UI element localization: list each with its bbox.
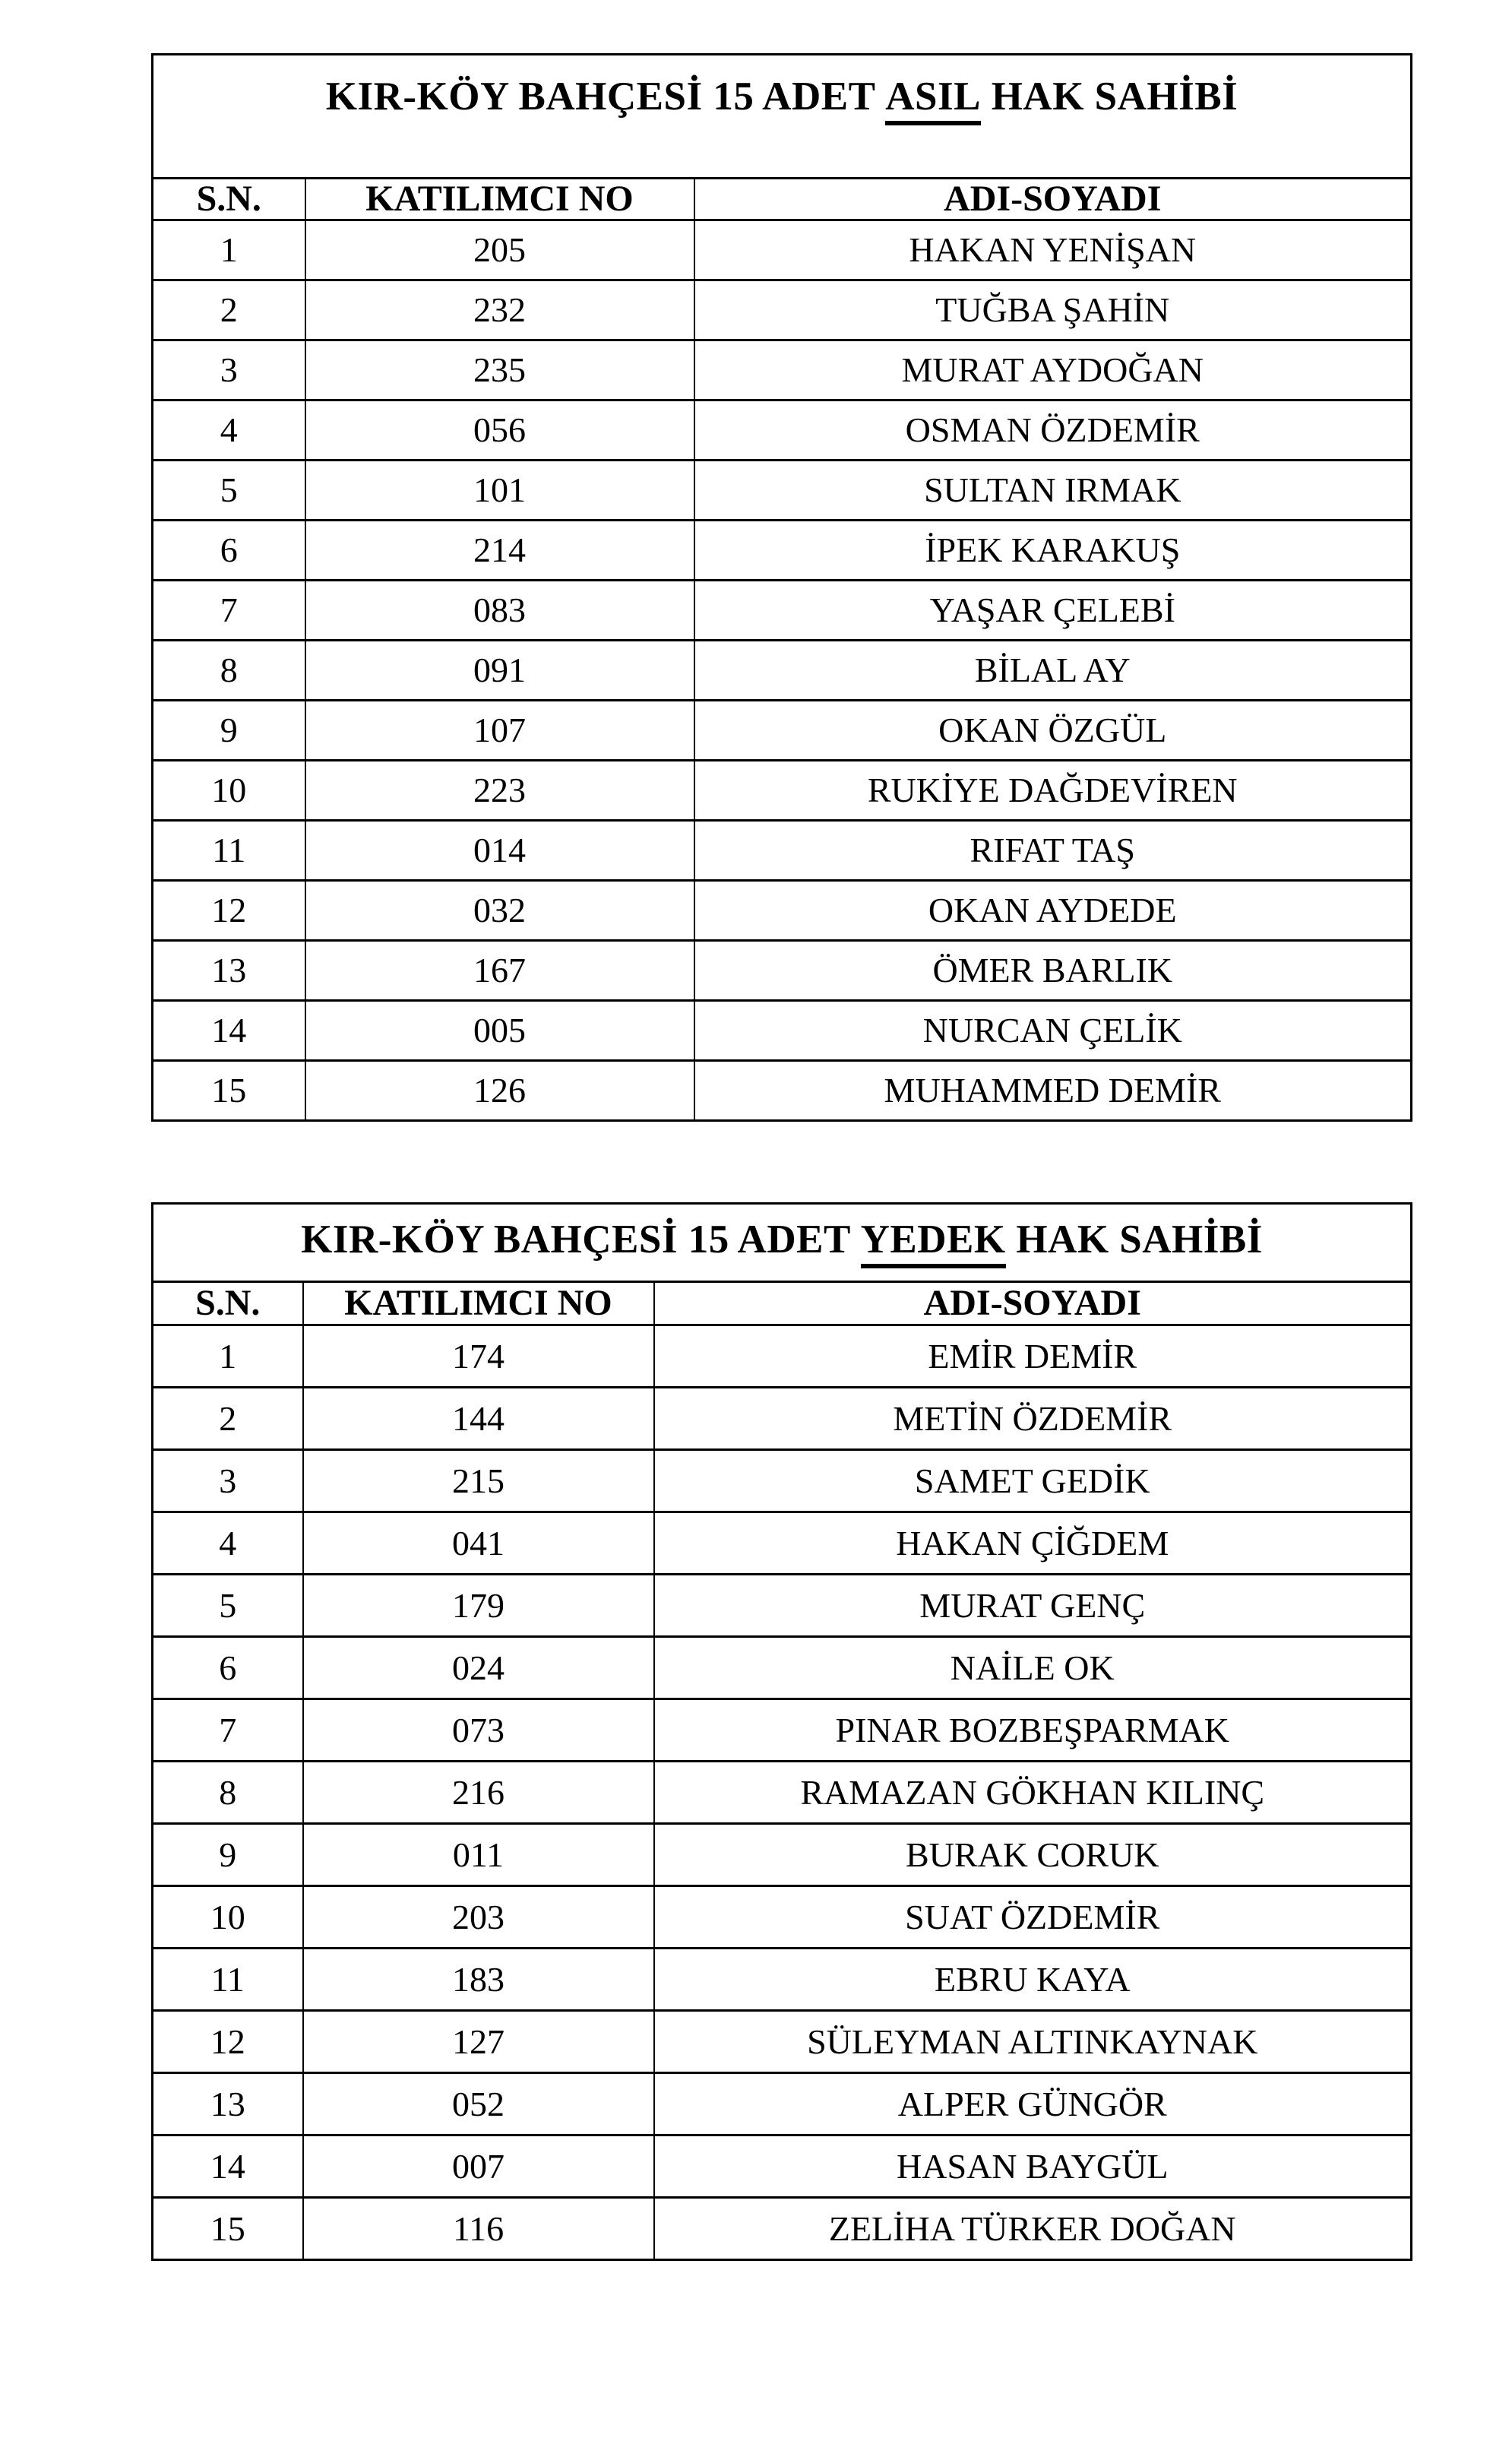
cell-sn: 6 [153, 1637, 303, 1699]
cell-katilimci-no: 167 [305, 941, 694, 1001]
cell-sn: 3 [153, 1450, 303, 1512]
col-header-katilimci-no: KATILIMCI NO [303, 1282, 654, 1325]
table-row [153, 581, 1412, 641]
yedek-table-header-row [153, 1282, 1412, 1325]
cell-katilimci-no: 041 [303, 1512, 654, 1575]
cell-sn: 11 [153, 821, 305, 881]
cell-katilimci-no: 083 [305, 581, 694, 641]
cell-katilimci-no: 126 [305, 1061, 694, 1121]
table-row [153, 1001, 1412, 1061]
table-row [153, 1762, 1412, 1824]
cell-katilimci-no: 011 [303, 1824, 654, 1886]
cell-katilimci-no: 127 [303, 2011, 654, 2073]
cell-sn: 4 [153, 401, 305, 461]
col-header-adi-soyadi: ADI-SOYADI [694, 179, 1412, 220]
cell-katilimci-no: 116 [303, 2198, 654, 2260]
yedek-hak-sahibi-table [151, 1202, 1412, 2261]
table-row [153, 401, 1412, 461]
cell-sn: 13 [153, 2073, 303, 2135]
table-row [153, 941, 1412, 1001]
cell-sn: 11 [153, 1949, 303, 2011]
yedek-table-body [153, 1325, 1412, 2260]
cell-sn: 10 [153, 761, 305, 821]
cell-adi-soyadi: EBRU KAYA [654, 1949, 1412, 2011]
table-row [153, 1824, 1412, 1886]
table-row [153, 881, 1412, 941]
col-header-katilimci-no: KATILIMCI NO [305, 179, 694, 220]
table-row [153, 340, 1412, 401]
asil-table-body [153, 220, 1412, 1121]
table-row [153, 2198, 1412, 2260]
cell-adi-soyadi: TUĞBA ŞAHİN [694, 280, 1412, 340]
cell-sn: 13 [153, 941, 305, 1001]
cell-sn: 3 [153, 340, 305, 401]
cell-sn: 9 [153, 701, 305, 761]
cell-sn: 15 [153, 1061, 305, 1121]
table-row [153, 1061, 1412, 1121]
cell-sn: 8 [153, 641, 305, 701]
cell-sn: 5 [153, 1575, 303, 1637]
table-row [153, 220, 1412, 280]
cell-adi-soyadi: İPEK KARAKUŞ [694, 521, 1412, 581]
cell-katilimci-no: 107 [305, 701, 694, 761]
cell-adi-soyadi: NURCAN ÇELİK [694, 1001, 1412, 1061]
cell-adi-soyadi: SULTAN IRMAK [694, 461, 1412, 521]
cell-adi-soyadi: PINAR BOZBEŞPARMAK [654, 1699, 1412, 1762]
cell-adi-soyadi: RIFAT TAŞ [694, 821, 1412, 881]
cell-katilimci-no: 205 [305, 220, 694, 280]
cell-katilimci-no: 032 [305, 881, 694, 941]
cell-katilimci-no: 014 [305, 821, 694, 881]
cell-adi-soyadi: BURAK CORUK [654, 1824, 1412, 1886]
col-header-adi-soyadi: ADI-SOYADI [654, 1282, 1412, 1325]
cell-adi-soyadi: OSMAN ÖZDEMİR [694, 401, 1412, 461]
asil-table-title [153, 55, 1412, 179]
cell-katilimci-no: 101 [305, 461, 694, 521]
table-row [153, 821, 1412, 881]
cell-katilimci-no: 073 [303, 1699, 654, 1762]
cell-sn: 9 [153, 1824, 303, 1886]
title-underlined-word: YEDEK [861, 1219, 1006, 1268]
title-prefix: KIR-KÖY BAHÇESİ 15 ADET [325, 74, 886, 119]
cell-katilimci-no: 235 [305, 340, 694, 401]
yedek-table-title [153, 1204, 1412, 1282]
cell-adi-soyadi: YAŞAR ÇELEBİ [694, 581, 1412, 641]
cell-adi-soyadi: BİLAL AY [694, 641, 1412, 701]
cell-adi-soyadi: OKAN AYDEDE [694, 881, 1412, 941]
cell-sn: 7 [153, 1699, 303, 1762]
cell-katilimci-no: 223 [305, 761, 694, 821]
cell-sn: 1 [153, 1325, 303, 1388]
asil-hak-sahibi-table [151, 53, 1412, 1122]
cell-adi-soyadi: HAKAN YENİŞAN [694, 220, 1412, 280]
table-row [153, 521, 1412, 581]
cell-sn: 1 [153, 220, 305, 280]
cell-adi-soyadi: MUHAMMED DEMİR [694, 1061, 1412, 1121]
table-row [153, 1512, 1412, 1575]
cell-katilimci-no: 174 [303, 1325, 654, 1388]
cell-katilimci-no: 203 [303, 1886, 654, 1949]
table-row [153, 1637, 1412, 1699]
cell-katilimci-no: 005 [305, 1001, 694, 1061]
cell-sn: 5 [153, 461, 305, 521]
cell-katilimci-no: 056 [305, 401, 694, 461]
table-row [153, 1325, 1412, 1388]
title-suffix: HAK SAHİBİ [1005, 1217, 1263, 1262]
cell-sn: 2 [153, 1388, 303, 1450]
cell-adi-soyadi: METİN ÖZDEMİR [654, 1388, 1412, 1450]
cell-katilimci-no: 091 [305, 641, 694, 701]
cell-katilimci-no: 183 [303, 1949, 654, 2011]
asil-table-title-row [153, 55, 1412, 179]
cell-sn: 12 [153, 881, 305, 941]
table-row [153, 2135, 1412, 2198]
cell-katilimci-no: 214 [305, 521, 694, 581]
cell-katilimci-no: 232 [305, 280, 694, 340]
cell-katilimci-no: 052 [303, 2073, 654, 2135]
table-row [153, 641, 1412, 701]
cell-adi-soyadi: EMİR DEMİR [654, 1325, 1412, 1388]
cell-katilimci-no: 216 [303, 1762, 654, 1824]
cell-katilimci-no: 215 [303, 1450, 654, 1512]
cell-adi-soyadi: RAMAZAN GÖKHAN KILINÇ [654, 1762, 1412, 1824]
cell-adi-soyadi: RUKİYE DAĞDEVİREN [694, 761, 1412, 821]
table-row [153, 1450, 1412, 1512]
table-row [153, 2073, 1412, 2135]
cell-sn: 4 [153, 1512, 303, 1575]
cell-adi-soyadi: ALPER GÜNGÖR [654, 2073, 1412, 2135]
cell-katilimci-no: 024 [303, 1637, 654, 1699]
cell-adi-soyadi: SUAT ÖZDEMİR [654, 1886, 1412, 1949]
cell-adi-soyadi: HASAN BAYGÜL [654, 2135, 1412, 2198]
cell-adi-soyadi: SÜLEYMAN ALTINKAYNAK [654, 2011, 1412, 2073]
table-row [153, 2011, 1412, 2073]
cell-katilimci-no: 007 [303, 2135, 654, 2198]
cell-katilimci-no: 179 [303, 1575, 654, 1637]
table-row [153, 701, 1412, 761]
table-row [153, 761, 1412, 821]
title-underlined-word: ASIL [885, 76, 981, 125]
cell-adi-soyadi: NAİLE OK [654, 1637, 1412, 1699]
cell-sn: 14 [153, 2135, 303, 2198]
col-header-sn: S.N. [153, 1282, 303, 1325]
table-row [153, 1388, 1412, 1450]
cell-adi-soyadi: HAKAN ÇİĞDEM [654, 1512, 1412, 1575]
cell-sn: 8 [153, 1762, 303, 1824]
yedek-table-title-row [153, 1204, 1412, 1282]
cell-sn: 2 [153, 280, 305, 340]
table-row [153, 461, 1412, 521]
table-row [153, 1699, 1412, 1762]
cell-sn: 15 [153, 2198, 303, 2260]
cell-adi-soyadi: ÖMER BARLIK [694, 941, 1412, 1001]
cell-sn: 7 [153, 581, 305, 641]
cell-katilimci-no: 144 [303, 1388, 654, 1450]
cell-sn: 10 [153, 1886, 303, 1949]
cell-adi-soyadi: MURAT GENÇ [654, 1575, 1412, 1637]
asil-table-header-row [153, 179, 1412, 220]
cell-adi-soyadi: SAMET GEDİK [654, 1450, 1412, 1512]
col-header-sn: S.N. [153, 179, 305, 220]
table-row [153, 280, 1412, 340]
cell-sn: 14 [153, 1001, 305, 1061]
table-row [153, 1575, 1412, 1637]
cell-sn: 6 [153, 521, 305, 581]
table-row [153, 1886, 1412, 1949]
cell-sn: 12 [153, 2011, 303, 2073]
title-suffix: HAK SAHİBİ [980, 74, 1238, 119]
cell-adi-soyadi: MURAT AYDOĞAN [694, 340, 1412, 401]
cell-adi-soyadi: OKAN ÖZGÜL [694, 701, 1412, 761]
table-row [153, 1949, 1412, 2011]
title-prefix: KIR-KÖY BAHÇESİ 15 ADET [301, 1217, 861, 1262]
cell-adi-soyadi: ZELİHA TÜRKER DOĞAN [654, 2198, 1412, 2260]
